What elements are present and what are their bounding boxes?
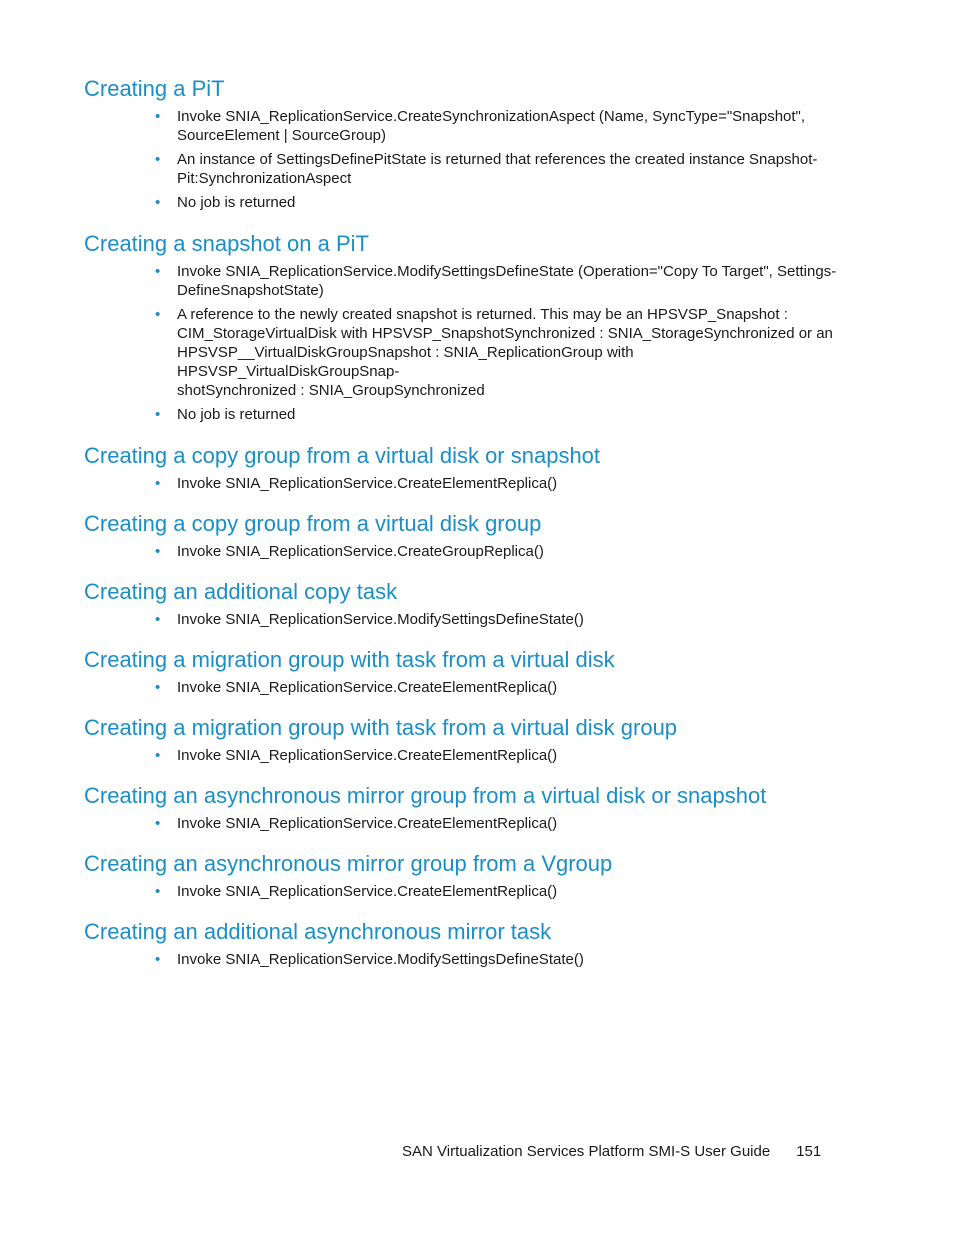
bullet-text: Invoke SNIA_ReplicationService.CreateElementReplica()	[177, 475, 558, 492]
section-additional-copy-task	[84, 577, 844, 629]
bullet-text: Invoke SNIA_ReplicationService.CreateElementReplica()	[177, 747, 558, 764]
bullet-icon: •	[155, 406, 161, 423]
page-number: 151	[796, 1143, 822, 1160]
bullet-list	[84, 474, 844, 493]
bullet-list	[84, 610, 844, 629]
section-title: Creating a copy group from a virtual disk group	[84, 511, 542, 536]
bullet-icon: •	[155, 108, 161, 125]
list-item	[155, 610, 844, 629]
section-async-mirror-vdisk-or-snapshot	[84, 781, 844, 833]
list-item	[155, 305, 844, 400]
bullet-icon: •	[155, 151, 161, 168]
list-item	[155, 474, 844, 493]
list-item	[155, 542, 844, 561]
bullet-text: No job is returned	[177, 194, 296, 211]
bullet-icon: •	[155, 815, 161, 832]
bullet-icon: •	[155, 611, 161, 628]
bullet-icon: •	[155, 883, 161, 900]
document-content	[84, 74, 844, 985]
list-item	[155, 950, 844, 969]
section-title: Creating a copy group from a virtual disk or snapshot	[84, 443, 601, 468]
bullet-text: Invoke SNIA_ReplicationService.CreateSynchronizationAspect (Name, SyncType="Snapshot", SourceElement | SourceGroup)	[177, 108, 806, 144]
bullet-list	[84, 262, 844, 424]
bullet-icon: •	[155, 475, 161, 492]
bullet-text: Invoke SNIA_ReplicationService.CreateElementReplica()	[177, 679, 558, 696]
bullet-list	[84, 678, 844, 697]
bullet-text: Invoke SNIA_ReplicationService.CreateGroupReplica()	[177, 543, 544, 560]
bullet-text: No job is returned	[177, 406, 296, 423]
section-title: Creating an additional asynchronous mirror task	[84, 919, 552, 944]
section-title: Creating a snapshot on a PiT	[84, 231, 369, 256]
section-title: Creating an asynchronous mirror group from a Vgroup	[84, 851, 613, 876]
section-title: Creating a migration group with task from a virtual disk	[84, 647, 615, 672]
bullet-icon: •	[155, 543, 161, 560]
bullet-icon: •	[155, 747, 161, 764]
bullet-icon: •	[155, 951, 161, 968]
list-item	[155, 746, 844, 765]
section-creating-pit	[84, 74, 844, 212]
list-item	[155, 814, 844, 833]
section-title: Creating a PiT	[84, 76, 225, 101]
section-creating-snapshot-on-pit	[84, 229, 844, 424]
bullet-icon: •	[155, 194, 161, 211]
bullet-list	[84, 950, 844, 969]
bullet-list	[84, 814, 844, 833]
bullet-icon: •	[155, 679, 161, 696]
bullet-list	[84, 107, 844, 212]
section-copy-group-vdisk-group	[84, 509, 844, 561]
list-item	[155, 193, 844, 212]
bullet-text: Invoke SNIA_ReplicationService.CreateElementReplica()	[177, 883, 558, 900]
section-title: Creating an asynchronous mirror group from a virtual disk or snapshot	[84, 783, 767, 808]
list-item	[155, 405, 844, 424]
section-migration-group-vdisk	[84, 645, 844, 697]
bullet-list	[84, 882, 844, 901]
bullet-text: An instance of SettingsDefinePitState is returned that references the created instance Snapshot- Pit:SynchronizationAspect	[177, 151, 818, 187]
bullet-text: Invoke SNIA_ReplicationService.ModifySettingsDefineState()	[177, 951, 584, 968]
footer-guide-title: SAN Virtualization Services Platform SMI-S User Guide	[402, 1143, 771, 1160]
list-item	[155, 107, 844, 145]
section-migration-group-vdisk-group	[84, 713, 844, 765]
list-item	[155, 262, 844, 300]
list-item	[155, 150, 844, 188]
section-additional-async-mirror-task	[84, 917, 844, 969]
bullet-text: A reference to the newly created snapshot is returned. This may be an HPSVSP_Snapshot : CIM_StorageVirtualDisk with HPSVSP_SnapshotSynchronized : SNIA_StorageSynchronized or an HPSVSP__VirtualDiskGroupSnapshot : SNIA_ReplicationGroup with HPSVSP_VirtualDiskGroupSnap- shotSynchronized : SNIA_GroupSynchronized	[177, 306, 833, 399]
page-footer	[402, 1142, 821, 1162]
bullet-text: Invoke SNIA_ReplicationService.CreateElementReplica()	[177, 815, 558, 832]
list-item	[155, 882, 844, 901]
bullet-icon: •	[155, 263, 161, 280]
bullet-list	[84, 542, 844, 561]
list-item	[155, 678, 844, 697]
section-copy-group-vdisk-or-snapshot	[84, 441, 844, 493]
section-async-mirror-vgroup	[84, 849, 844, 901]
section-title: Creating a migration group with task from a virtual disk group	[84, 715, 678, 740]
bullet-text: Invoke SNIA_ReplicationService.ModifySettingsDefineState (Operation="Copy To Target", Settings- DefineSnapshotState)	[177, 263, 837, 299]
bullet-list	[84, 746, 844, 765]
bullet-text: Invoke SNIA_ReplicationService.ModifySettingsDefineState()	[177, 611, 584, 628]
bullet-icon: •	[155, 306, 161, 323]
section-title: Creating an additional copy task	[84, 579, 398, 604]
